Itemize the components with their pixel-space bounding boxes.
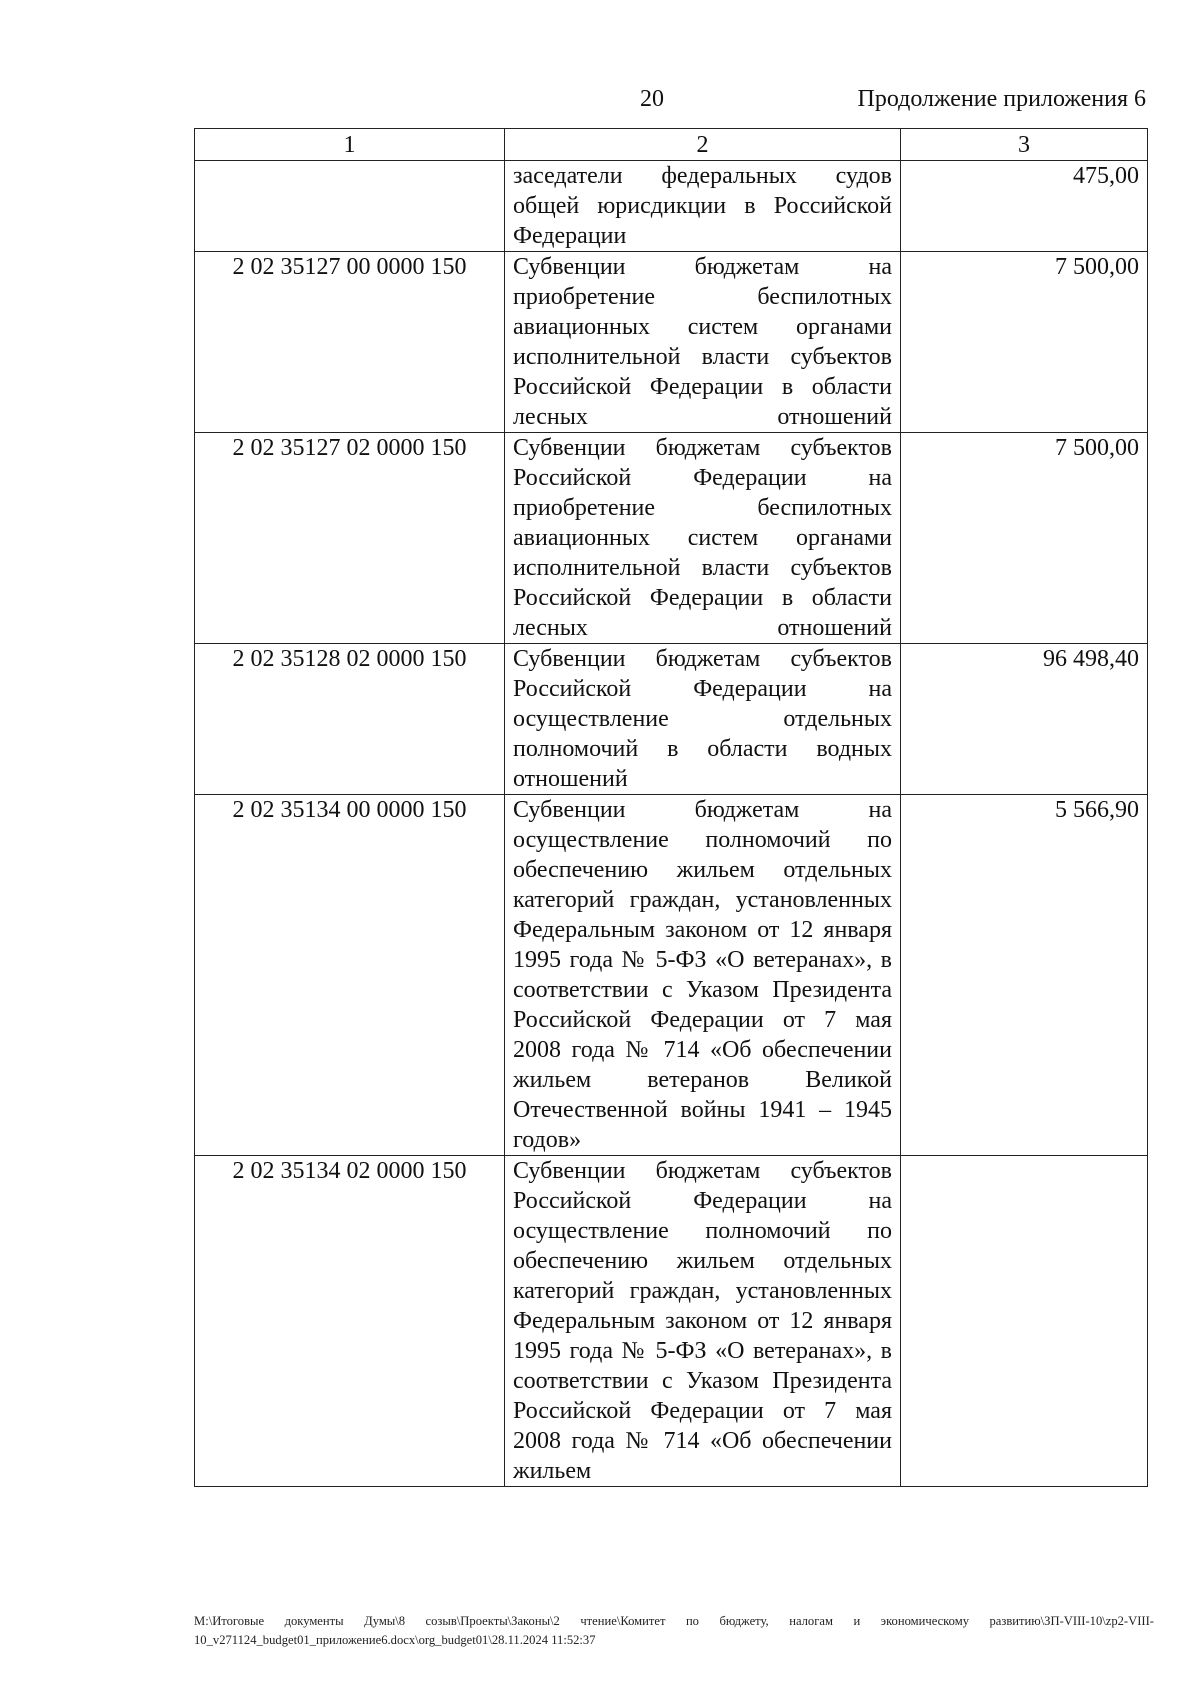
row-amount: 7 500,00 — [901, 433, 1148, 644]
row-description: Субвенции бюджетам на осуществление полномочий по обеспечению жильем отдельных категорий граждан, установленных Федеральным законом от 12 января 1995 года № 5-ФЗ «О ветеранах», в соответствии с Указом Президента Российской Федерации от 7 мая 2008 года № 714 «Об обеспечении жильем ветеранов Великой Отечественной войны 1941 – 1945 годов» — [505, 795, 901, 1156]
appendix-continuation-label: Продолжение приложения 6 — [857, 86, 1146, 112]
row-amount — [901, 1156, 1148, 1487]
row-code — [195, 161, 505, 252]
row-code: 2 02 35127 02 0000 150 — [195, 433, 505, 644]
table-header-row — [195, 129, 1148, 161]
column-header-1: 1 — [195, 129, 505, 161]
table-row — [195, 252, 1148, 433]
row-code: 2 02 35128 02 0000 150 — [195, 644, 505, 795]
row-amount: 96 498,40 — [901, 644, 1148, 795]
table-row — [195, 644, 1148, 795]
table-row — [195, 1156, 1148, 1487]
column-header-3: 3 — [901, 129, 1148, 161]
file-path-line-1: М:\Итоговые документы Думы\8 созыв\Проекты\Законы\2 чтение\Комитет по бюджету, налогам и экономическому развитию\ЗП-VIII-10\zp2-VIII- — [194, 1614, 1154, 1628]
row-description: Субвенции бюджетам на приобретение беспилотных авиационных систем органами исполнительной власти субъектов Российской Федерации в области лесных отношений — [505, 252, 901, 433]
row-code: 2 02 35127 00 0000 150 — [195, 252, 505, 433]
row-description: Субвенции бюджетам субъектов Российской Федерации на осуществление полномочий по обеспечению жильем отдельных категорий граждан, установленных Федеральным законом от 12 января 1995 года № 5-ФЗ «О ветеранах», в соответствии с Указом Президента Российской Федерации от 7 мая 2008 года № 714 «Об обеспечении жильем — [505, 1156, 901, 1487]
page-number: 20 — [640, 86, 664, 112]
file-path-footer — [194, 1612, 1154, 1650]
table-row — [195, 795, 1148, 1156]
row-code: 2 02 35134 00 0000 150 — [195, 795, 505, 1156]
table-row — [195, 433, 1148, 644]
row-amount: 7 500,00 — [901, 252, 1148, 433]
row-amount: 475,00 — [901, 161, 1148, 252]
row-description: Субвенции бюджетам субъектов Российской Федерации на приобретение беспилотных авиационных систем органами исполнительной власти субъектов Российской Федерации в области лесных отношений — [505, 433, 901, 644]
file-path-line-2: 10_v271124_budget01_приложение6.docx\org_budget01\28.11.2024 11:52:37 — [194, 1633, 596, 1647]
row-amount: 5 566,90 — [901, 795, 1148, 1156]
row-description: Субвенции бюджетам субъектов Российской Федерации на осуществление отдельных полномочий в области водных отношений — [505, 644, 901, 795]
column-header-2: 2 — [505, 129, 901, 161]
row-description: заседатели федеральных судов общей юрисдикции в Российской Федерации — [505, 161, 901, 252]
table-row — [195, 161, 1148, 252]
row-code: 2 02 35134 02 0000 150 — [195, 1156, 505, 1487]
budget-table — [194, 128, 1148, 1487]
